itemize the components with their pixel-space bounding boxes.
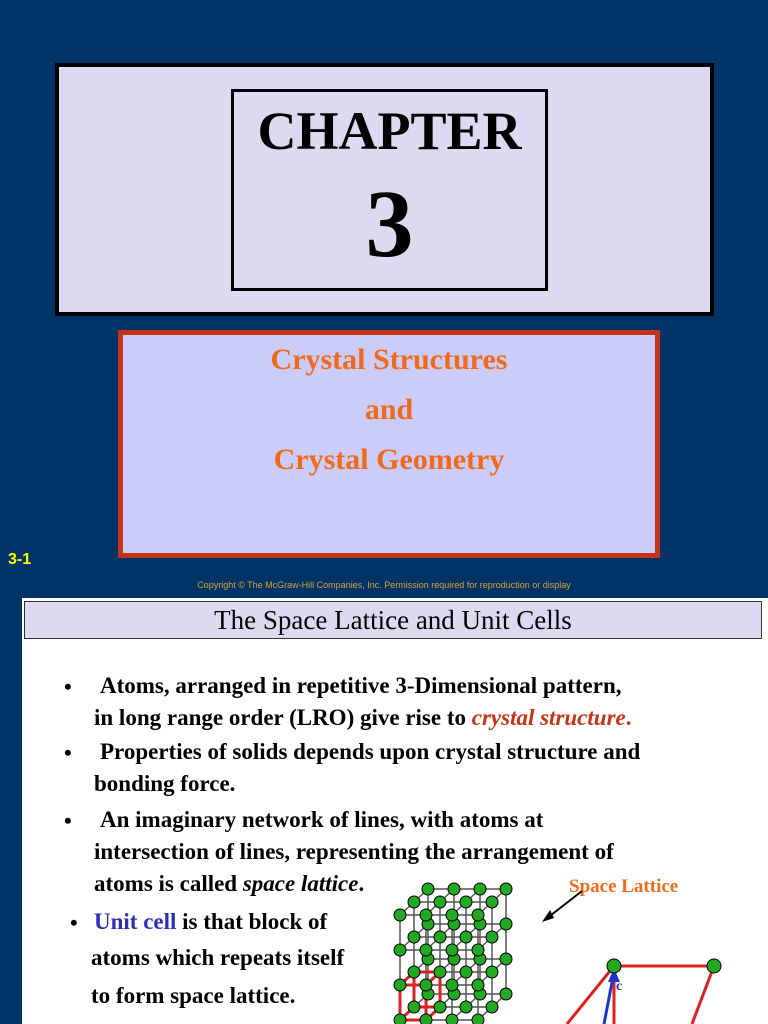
atom [434, 931, 446, 943]
bullet-marker: • [64, 740, 72, 765]
atom [707, 959, 721, 973]
atom [460, 931, 472, 943]
atom [394, 909, 406, 921]
pointer-arrowhead [542, 910, 554, 922]
atom [472, 909, 484, 921]
c-axis-label: c [616, 979, 623, 994]
atom [394, 979, 406, 991]
atom [446, 979, 458, 991]
chapter-box [231, 89, 548, 291]
bullet-1-line-1: Atoms, arranged in repetitive 3-Dimensional pattern, [100, 673, 622, 698]
atom [434, 966, 446, 978]
atom [448, 883, 460, 895]
atom [394, 1014, 406, 1024]
bullet-3-line-1: An imaginary network of lines, with atoms at [100, 807, 544, 832]
atom [446, 909, 458, 921]
atom [474, 883, 486, 895]
atom [394, 944, 406, 956]
atom [460, 896, 472, 908]
atom [500, 883, 512, 895]
atom [420, 979, 432, 991]
crystal-structure-term: crystal structure [471, 705, 626, 730]
title-line-3: Crystal Geometry [273, 443, 505, 476]
unit-cell-figure [567, 959, 721, 1024]
atom [500, 988, 512, 1000]
atom [486, 1001, 498, 1013]
unit-cell-term: Unit cell [94, 909, 177, 934]
slide-number: 3-1 [8, 551, 32, 568]
atom [486, 896, 498, 908]
bullet-marker: • [64, 674, 72, 699]
atom [408, 896, 420, 908]
chapter-panel [55, 63, 714, 316]
atom [420, 944, 432, 956]
atom [460, 966, 472, 978]
title-line-2: and [364, 393, 414, 426]
bullet-1-line-2: in long range order (LRO) give rise to crystal structure. [94, 705, 632, 730]
atom [434, 1001, 446, 1013]
atom [420, 1014, 432, 1024]
atom [472, 944, 484, 956]
bullet-3-line-3: atoms is called space lattice. [94, 871, 365, 896]
atom [446, 1014, 458, 1024]
atom [486, 966, 498, 978]
atom [500, 918, 512, 930]
bullet-4-line-2: atoms which repeats itself [91, 945, 345, 970]
atom [420, 909, 432, 921]
atom [500, 953, 512, 965]
atom [408, 1001, 420, 1013]
space-lattice-label: Space Lattice [569, 876, 679, 897]
lattice-slide [22, 598, 768, 1024]
atom [486, 931, 498, 943]
chapter-title-box [118, 330, 660, 558]
bullet-4-line-3: to form space lattice. [91, 983, 296, 1008]
atom [408, 931, 420, 943]
copyright-notice: Copyright © The McGraw-Hill Companies, Inc. Permission required for reproduction or display [197, 580, 571, 590]
atom [434, 896, 446, 908]
atom [460, 1001, 472, 1013]
bullet-3-line-2: intersection of lines, representing the arrangement of [94, 839, 614, 864]
chapter-word: CHAPTER [257, 101, 522, 161]
chapter-number: 3 [365, 170, 414, 277]
slide-header: The Space Lattice and Unit Cells [24, 601, 762, 639]
bullet-2-line-1: Properties of solids depends upon crystal structure and [100, 739, 641, 764]
atom [446, 944, 458, 956]
atom [607, 959, 621, 973]
title-line-1: Crystal Structures [270, 343, 508, 376]
atom [472, 1014, 484, 1024]
atom [422, 883, 434, 895]
space-lattice-term: space lattice [242, 871, 359, 896]
atom [408, 966, 420, 978]
lattice-atoms [394, 883, 512, 1024]
lattice-figure [22, 598, 768, 1024]
bullet-4-line-1: Unit cell is that block of [94, 909, 328, 934]
bullet-2-line-2: bonding force. [94, 771, 236, 796]
bullet-marker: • [64, 808, 72, 833]
unit-cell-edges [567, 966, 714, 1024]
bullet-marker: • [70, 910, 78, 935]
atom [472, 979, 484, 991]
